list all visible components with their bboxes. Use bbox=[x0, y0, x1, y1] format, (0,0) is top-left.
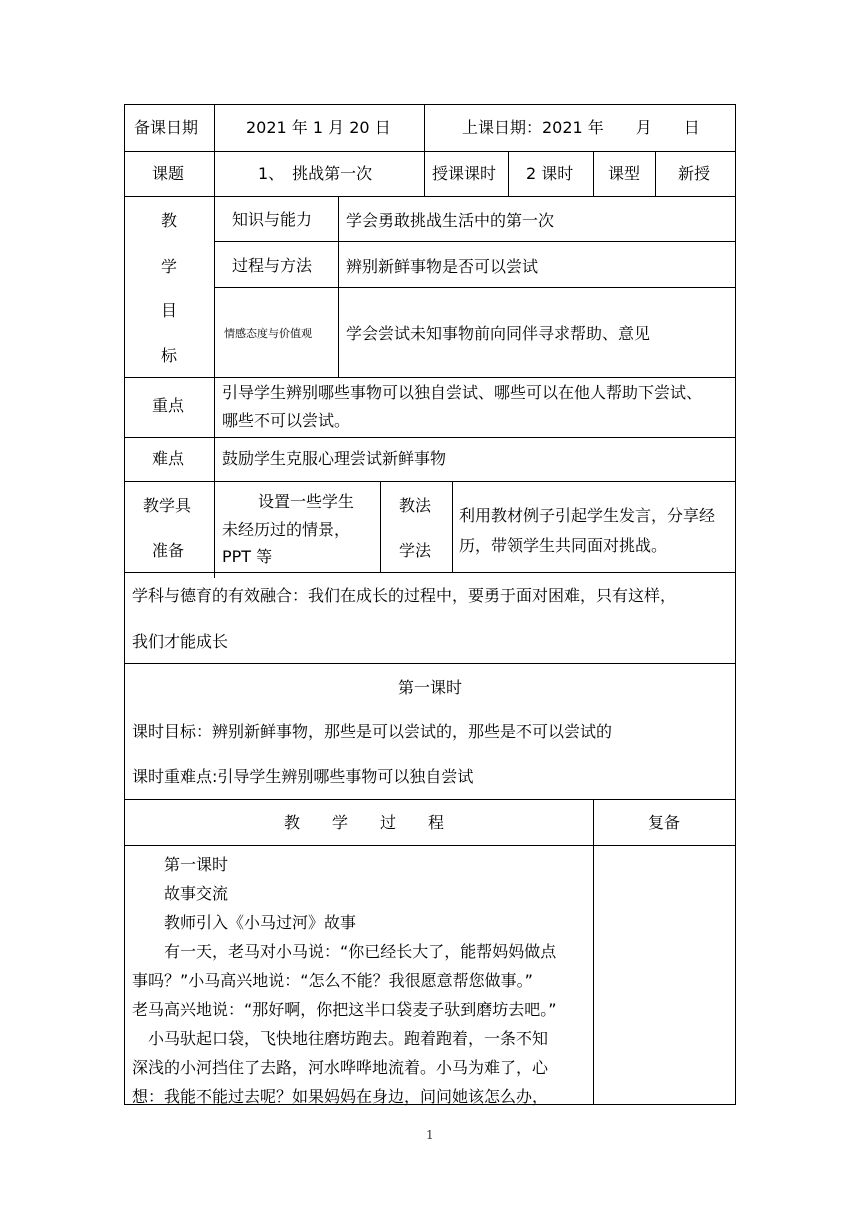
key-points-line-2: 哪些不可以尝试。 bbox=[222, 411, 351, 430]
goal-knowledge-value: 学会勇敢挑战生活中的第一次 bbox=[346, 211, 555, 230]
process-line-2: 故事交流 bbox=[132, 884, 229, 903]
page-number: 1 bbox=[426, 1128, 434, 1142]
lesson-focus: 课时重难点:引导学生辨别哪些事物可以独自尝试 bbox=[132, 767, 474, 786]
process-line-8: 深浅的小河挡住了去路，河水哗哗地流着。小马为难了，心 bbox=[132, 1058, 549, 1077]
hours-value: 2 课时 bbox=[526, 164, 574, 183]
prep-date-label: 备课日期 bbox=[134, 118, 199, 137]
process-line-6: 老马高兴地说：“那好啊，你把这半口袋麦子驮到磨坊去吧。” bbox=[132, 1000, 557, 1019]
tools-line-2: 未经历过的情景， bbox=[222, 520, 351, 539]
difficulty-value: 鼓励学生克服心理尝试新鲜事物 bbox=[222, 449, 447, 468]
goal-emotion-value: 学会尝试未知事物前向同伴寻求帮助、意见 bbox=[346, 324, 651, 343]
type-label: 课型 bbox=[608, 164, 641, 183]
topic-label: 课题 bbox=[152, 164, 185, 183]
topic-value: 1、 挑战第一次 bbox=[258, 164, 373, 183]
method-label-line-2: 学法 bbox=[399, 541, 432, 560]
method-line-2: 历，带领学生共同面对挑战。 bbox=[459, 536, 668, 555]
method-line-1: 利用教材例子引起学生发言，分享经 bbox=[459, 506, 716, 525]
goal-emotion-label: 情感态度与价值观 bbox=[224, 327, 312, 340]
tools-label-line-1: 教学具 bbox=[143, 496, 192, 515]
process-line-4: 有一天，老马对小马说：“你已经长大了，能帮妈妈做点 bbox=[132, 942, 557, 961]
tools-label-line-2: 准备 bbox=[152, 541, 185, 560]
process-line-3: 教师引入《小马过河》故事 bbox=[132, 913, 357, 932]
goals-label-char-1: 教 bbox=[161, 211, 178, 230]
hours-label: 授课课时 bbox=[432, 164, 497, 183]
prep-date-value: 2021 年 1 月 20 日 bbox=[246, 118, 391, 137]
goals-label-char-4: 标 bbox=[161, 346, 178, 365]
goal-process-label: 过程与方法 bbox=[232, 256, 313, 275]
process-text bbox=[132, 850, 588, 1111]
process-line-7: 小马驮起口袋，飞快地往磨坊跑去。跑着跑着，一条不知 bbox=[132, 1029, 549, 1048]
review-header: 复备 bbox=[648, 813, 681, 832]
key-points-label: 重点 bbox=[152, 396, 185, 415]
goals-label-char-3: 目 bbox=[161, 301, 178, 320]
lesson-title: 第一课时 bbox=[398, 678, 463, 697]
process-line-1: 第一课时 bbox=[132, 855, 229, 874]
method-label-line-1: 教法 bbox=[399, 496, 432, 515]
integration-line-2: 我们才能成长 bbox=[132, 632, 229, 651]
process-header: 教 学 过 程 bbox=[284, 813, 445, 832]
goals-label-char-2: 学 bbox=[161, 257, 178, 276]
integration-line-1: 学科与德育的有效融合：我们在成长的过程中，要勇于面对困难，只有这样， bbox=[132, 586, 677, 605]
tools-line-1: 设置一些学生 bbox=[258, 492, 355, 511]
type-value: 新授 bbox=[678, 164, 711, 183]
goal-process-value: 辨别新鲜事物是否可以尝试 bbox=[346, 257, 539, 276]
key-points-line-1: 引导学生辨别哪些事物可以独自尝试、哪些可以在他人帮助下尝试、 bbox=[222, 383, 703, 402]
process-line-5: 事吗？”小马高兴地说：“怎么不能？我很愿意帮您做事。” bbox=[132, 971, 533, 990]
process-line-9: 想：我能不能过去呢？如果妈妈在身边，问问她该怎么办， bbox=[132, 1087, 549, 1106]
difficulty-label: 难点 bbox=[152, 449, 185, 468]
class-date: 上课日期：2021 年 月 日 bbox=[462, 118, 700, 137]
tools-line-3: PPT 等 bbox=[222, 547, 273, 566]
lesson-goal: 课时目标：辨别新鲜事物，那些是可以尝试的，那些是不可以尝试的 bbox=[132, 722, 613, 741]
goal-knowledge-label: 知识与能力 bbox=[232, 210, 313, 229]
